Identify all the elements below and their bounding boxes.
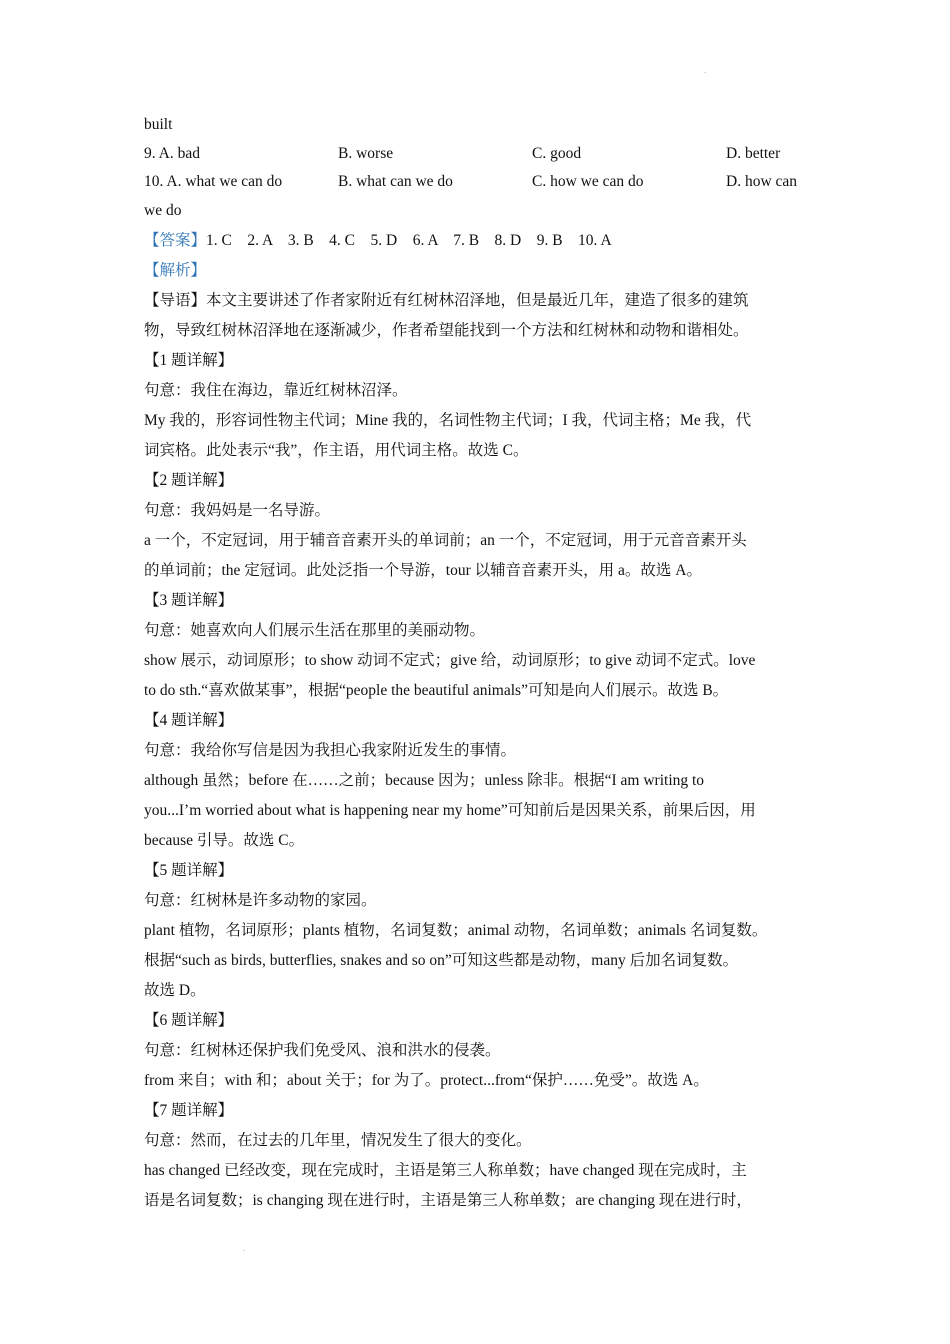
section-heading: 【5 题详解】 xyxy=(144,862,234,879)
text-line: we do xyxy=(144,202,182,219)
body-line: 句意：她喜欢向人们展示生活在那里的美丽动物。 xyxy=(144,622,486,639)
option-d: D. how can xyxy=(726,173,798,190)
section-heading: 【1 题详解】 xyxy=(144,352,234,369)
body-line: My 我的，形容词性物主代词；Mine 我的，名词性物主代词；I 我，代词主格；Me 我，代 xyxy=(144,412,752,429)
body-line: 的单词前；the 定冠词。此处泛指一个导游，tour 以辅音音素开头，用 a。故选 A。 xyxy=(144,562,702,579)
section-heading: 【7 题详解】 xyxy=(144,1102,234,1119)
body-line: 词宾格。此处表示“我”，作主语，用代词主格。故选 C。 xyxy=(144,442,529,459)
option-b: B. what can we do xyxy=(338,173,453,190)
option-d: D. better xyxy=(726,145,781,162)
body-line: 句意：我妈妈是一名导游。 xyxy=(144,502,331,519)
body-line: 语是名词复数；is changing 现在进行时，主语是第三人称单数；are changing 现在进行时， xyxy=(144,1192,752,1209)
body-line: because 引导。故选 C。 xyxy=(144,832,305,849)
body-line: 根据“such as birds, butterflies, snakes and so on”可知这些都是动物，many 后加名词复数。 xyxy=(144,952,739,969)
answer-label: 【答案】 xyxy=(144,232,207,249)
section-heading: 【3 题详解】 xyxy=(144,592,234,609)
question-10-options xyxy=(144,168,814,196)
body-line: 物，导致红树林沼泽地在逐渐减少，作者希望能找到一个方法和红树林和动物和谐相处。 xyxy=(144,322,749,339)
option-c: C. good xyxy=(532,145,582,162)
body-line: plant 植物，名词原形；plants 植物，名词复数；animal 动物，名词单数；animals 名词复数。 xyxy=(144,922,768,939)
section-heading: 【2 题详解】 xyxy=(144,472,234,489)
body-line: 句意：我住在海边，靠近红树林沼泽。 xyxy=(144,382,408,399)
body-line: 【导语】本文主要讲述了作者家附近有红树林沼泽地，但是最近几年，建造了很多的建筑 xyxy=(144,292,749,309)
body-line: to do sth.“喜欢做某事”，根据“people the beautiful animals”可知是向人们展示。故选 B。 xyxy=(144,682,729,699)
text-line: built xyxy=(144,116,173,133)
option-b: B. worse xyxy=(338,145,394,162)
body-line: you...I’m worried about what is happening near my home”可知前后是因果关系，前果后因，用 xyxy=(144,802,756,819)
option-c: C. how we can do xyxy=(532,173,644,190)
body-line: 句意：红树林是许多动物的家园。 xyxy=(144,892,377,909)
answer-line xyxy=(144,226,814,256)
body-line: although 虽然；before 在……之前；because 因为；unless 除非。根据“I am writing to xyxy=(144,772,705,789)
document-page xyxy=(144,110,814,1216)
section-heading: 【6 题详解】 xyxy=(144,1012,234,1029)
body-line: has changed 已经改变，现在完成时，主语是第三人称单数；have changed 现在完成时，主 xyxy=(144,1162,747,1179)
body-line: a 一个，不定冠词，用于辅音音素开头的单词前；an 一个，不定冠词，用于元音音素开头 xyxy=(144,532,747,549)
body-line: 句意：红树林还保护我们免受风、浪和洪水的侵袭。 xyxy=(144,1042,501,1059)
body-line: 句意：然而，在过去的几年里，情况发生了很大的变化。 xyxy=(144,1132,532,1149)
section-heading: 【4 题详解】 xyxy=(144,712,234,729)
option-a: 10. A. what we can do xyxy=(144,173,283,190)
option-a: 9. A. bad xyxy=(144,145,200,162)
analysis-body xyxy=(144,286,814,1216)
body-line: 故选 D。 xyxy=(144,982,206,999)
body-line: 句意：我给你写信是因为我担心我家附近发生的事情。 xyxy=(144,742,517,759)
corner-mark-bottom: . xyxy=(243,1244,245,1253)
body-line: show 展示，动词原形；to show 动词不定式；give 给，动词原形；to give 动词不定式。love xyxy=(144,652,756,669)
question-9-options xyxy=(144,140,814,168)
answer-text: 1. C 2. A 3. B 4. C 5. D 6. A 7. B 8. D 9. B 10. A xyxy=(206,232,612,249)
body-line: from 来自；with 和；about 关于；for 为了。protect...from“保护……免受”。故选 A。 xyxy=(144,1072,709,1089)
corner-mark-top: . xyxy=(704,66,706,75)
analysis-label: 【解析】 xyxy=(144,262,207,279)
